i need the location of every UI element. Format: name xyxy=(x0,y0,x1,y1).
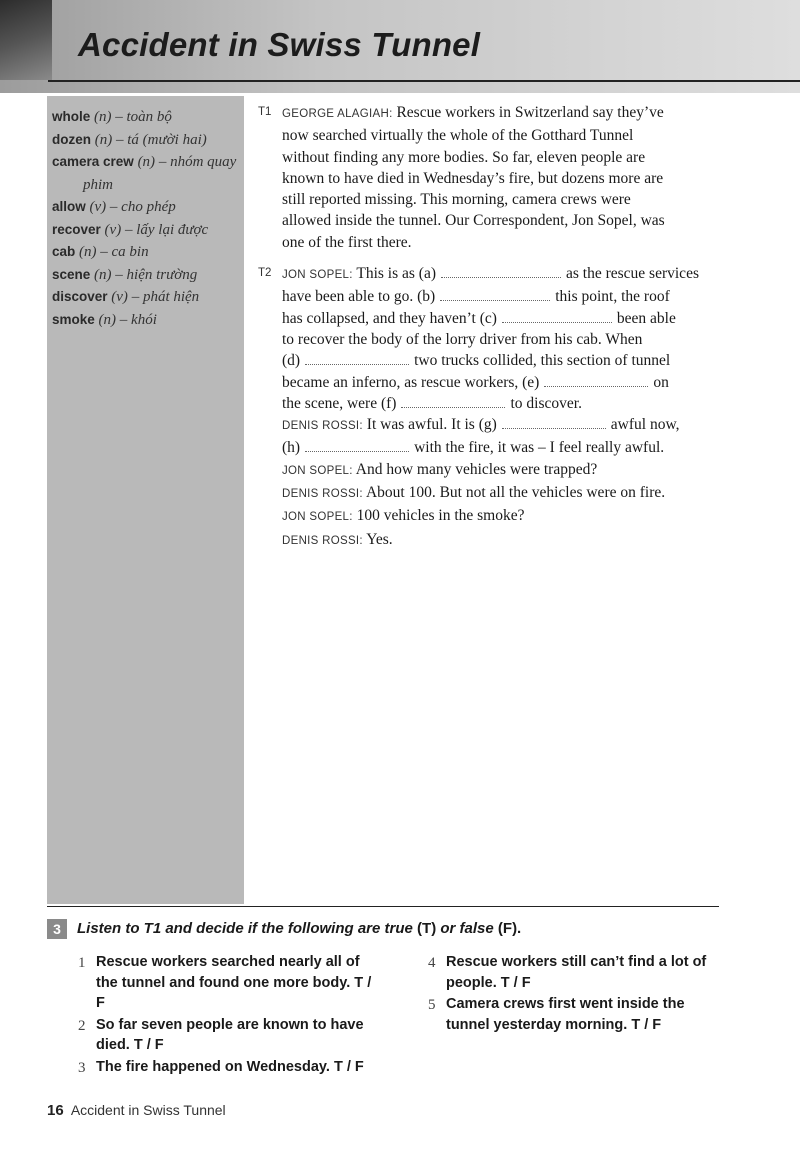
vocab-word: camera crew xyxy=(52,154,134,169)
question-text: Camera crews first went inside the tunnel yesterday morning. T / F xyxy=(446,996,685,1033)
question-item[interactable] xyxy=(72,1015,372,1056)
question-number: 1 xyxy=(78,955,86,971)
gap-label: (e) xyxy=(522,373,540,391)
gap-blank[interactable] xyxy=(441,265,561,278)
vocab-word: dozen xyxy=(52,131,91,147)
vocab-word: discover xyxy=(52,289,108,304)
question-item[interactable] xyxy=(72,952,372,1014)
transcript-t2 xyxy=(258,263,720,552)
exercise-instruction xyxy=(47,918,747,940)
line-text: About 100. But not all the vehicles were on fire. xyxy=(365,484,666,502)
gap-label: (f) xyxy=(380,394,397,412)
transcript-line xyxy=(282,308,720,329)
gap-label: (a) xyxy=(418,265,436,283)
line-text: And how many vehicles were trapped? xyxy=(355,460,598,478)
vocab-definition: – hiện trường xyxy=(115,266,198,283)
speaker-name: GEORGE ALAGIAH: xyxy=(282,108,393,120)
transcript-line: known to have died in Wednesday’s fire, but dozens more are xyxy=(282,169,664,187)
line-text: this point, the roof xyxy=(555,288,670,306)
transcript-line xyxy=(282,482,720,505)
vocab-pos: (n) xyxy=(94,266,112,283)
vocab-item xyxy=(52,309,244,332)
transcript-line: still reported missing. This morning, camera crews were xyxy=(282,191,631,209)
vocab-definition: – ca bin xyxy=(100,244,149,260)
gap-label: (c) xyxy=(479,309,497,327)
question-column-right xyxy=(422,952,722,1036)
line-text: This is as xyxy=(356,265,415,283)
gap-blank[interactable] xyxy=(401,395,505,408)
vocab-pos: (v) xyxy=(89,199,107,215)
question-text: The fire happened on Wednesday. T / F xyxy=(96,1058,364,1075)
vocab-item xyxy=(52,106,244,129)
line-text: awful now, xyxy=(610,416,680,434)
vocabulary-list xyxy=(47,96,244,331)
vocab-definition: – khói xyxy=(119,311,157,328)
transcript-line: now searched virtually the whole of the Gotthard Tunnel xyxy=(282,127,634,145)
gap-label: (b) xyxy=(417,288,436,306)
gap-blank[interactable] xyxy=(502,310,612,323)
vocab-definition-cont: phim xyxy=(83,176,113,193)
question-text: Rescue workers searched nearly all of the tunnel and found one more body. T / F xyxy=(96,954,372,1011)
vocab-pos: (n) xyxy=(137,154,156,170)
transcript-line xyxy=(282,372,720,393)
transcript-line: one of the first there. xyxy=(282,233,412,251)
vocab-word: whole xyxy=(52,109,91,124)
question-column-left xyxy=(72,952,372,1078)
line-text: as the rescue services xyxy=(566,265,699,283)
transcript-line xyxy=(282,393,720,414)
gap-label: (g) xyxy=(478,416,497,434)
instruction-true: (T) xyxy=(417,920,437,937)
vocab-word: smoke xyxy=(52,311,95,327)
line-text: have been able to go. xyxy=(282,288,414,306)
transcript-line xyxy=(282,505,720,528)
instruction-false: (F). xyxy=(497,920,522,937)
instruction-text: or false xyxy=(440,920,494,937)
vocab-definition: – phát hiện xyxy=(131,289,200,305)
question-item[interactable] xyxy=(72,1057,372,1078)
question-item[interactable] xyxy=(422,952,722,993)
transcript-line xyxy=(282,459,720,482)
transcript-line xyxy=(282,102,720,125)
vocab-word: recover xyxy=(52,221,101,237)
line-text: been able xyxy=(616,309,676,327)
vocab-pos: (n) xyxy=(94,109,112,125)
vocab-item xyxy=(52,129,244,152)
banner-rule xyxy=(48,80,800,82)
transcript-line xyxy=(282,350,720,371)
speaker-name: JON SOPEL: xyxy=(282,464,353,477)
vocab-item xyxy=(52,241,244,264)
exercise-header xyxy=(47,918,747,940)
line-text: two trucks collided, this section of tunnel xyxy=(414,352,671,370)
speaker-name: DENIS ROSSI: xyxy=(282,420,363,433)
line-text: to discover. xyxy=(510,394,582,412)
vocab-definition: – nhóm quay xyxy=(158,154,237,170)
question-text: So far seven people are known to have died. T / F xyxy=(96,1016,364,1053)
vocab-pos: (v) xyxy=(104,221,122,238)
vocab-word: allow xyxy=(52,199,86,214)
footer-title: Accident in Swiss Tunnel xyxy=(70,1102,226,1118)
line-text: became an inferno, as rescue workers, xyxy=(282,373,519,391)
vocab-word: scene xyxy=(52,266,91,282)
vocab-item xyxy=(52,196,244,219)
vocab-definition: – tá (mười hai) xyxy=(116,131,207,148)
vocab-word: cab xyxy=(52,244,76,259)
map-graphic xyxy=(0,0,52,80)
line-text: It was awful. It is xyxy=(366,416,475,434)
transcript-line xyxy=(282,414,720,437)
transcript-line xyxy=(282,263,720,286)
question-number: 4 xyxy=(428,955,436,971)
speaker-name: DENIS ROSSI: xyxy=(282,534,363,547)
question-number: 5 xyxy=(428,997,436,1013)
transcript-line: without finding any more bodies. So far, eleven people are xyxy=(282,148,646,166)
page-number: 16 xyxy=(47,1102,64,1119)
line-text: on xyxy=(653,373,669,391)
line-text: Yes. xyxy=(366,530,393,548)
transcript-line xyxy=(282,286,720,307)
vocab-item xyxy=(52,219,244,242)
exercise-number-badge: 3 xyxy=(47,919,67,939)
line-text: Rescue workers in Switzerland say they’ve xyxy=(396,104,664,121)
transcript xyxy=(258,102,720,562)
line-text: with the fire, it was – I feel really awful. xyxy=(414,439,665,457)
speaker-name: DENIS ROSSI: xyxy=(282,488,363,501)
vocab-pos: (v) xyxy=(111,289,128,305)
page-title: Accident in Swiss Tunnel xyxy=(78,26,481,63)
vocab-item xyxy=(52,151,244,196)
vocab-pos: (n) xyxy=(79,244,97,260)
line-text: has collapsed, and they haven’t xyxy=(282,309,476,327)
gap-label: (h) xyxy=(282,439,301,457)
speaker-name: JON SOPEL: xyxy=(282,511,353,524)
page-footer xyxy=(47,1102,226,1119)
vocab-definition: – cho phép xyxy=(109,199,176,215)
question-number: 2 xyxy=(78,1017,86,1034)
transcript-line: to recover the body of the lorry driver from his cab. When xyxy=(282,330,643,348)
vocab-pos: (n) xyxy=(94,131,113,148)
instruction-text: Listen to T1 and decide if the following are true xyxy=(77,920,413,937)
title-banner xyxy=(0,0,800,93)
question-item[interactable] xyxy=(422,994,722,1035)
line-text: the scene, were xyxy=(282,394,378,412)
transcript-line xyxy=(282,437,720,458)
exercise-divider xyxy=(47,906,719,907)
gap-blank[interactable] xyxy=(440,288,550,301)
speaker-name: JON SOPEL: xyxy=(282,269,353,282)
vocabulary-sidebar xyxy=(47,96,244,904)
vocab-item xyxy=(52,286,244,309)
gap-blank[interactable] xyxy=(305,352,409,365)
vocab-definition: – toàn bộ xyxy=(115,109,172,125)
transcript-t1 xyxy=(258,102,720,253)
transcript-line xyxy=(282,529,720,552)
line-text: 100 vehicles in the smoke? xyxy=(356,507,525,525)
transcript-line: allowed inside the tunnel. Our Correspondent, Jon Sopel, was xyxy=(282,212,665,230)
gap-blank[interactable] xyxy=(544,374,648,387)
gap-label: (d) xyxy=(282,352,301,370)
transcript-tag: T2 xyxy=(258,267,272,280)
gap-blank[interactable] xyxy=(305,439,409,452)
vocab-item xyxy=(52,264,244,287)
question-number: 3 xyxy=(78,1059,86,1076)
vocab-definition: – lấy lại được xyxy=(124,221,209,238)
gap-blank[interactable] xyxy=(502,416,606,429)
vocab-pos: (n) xyxy=(98,311,117,328)
transcript-tag: T1 xyxy=(258,106,272,118)
question-text: Rescue workers still can’t find a lot of people. T / F xyxy=(446,954,707,991)
